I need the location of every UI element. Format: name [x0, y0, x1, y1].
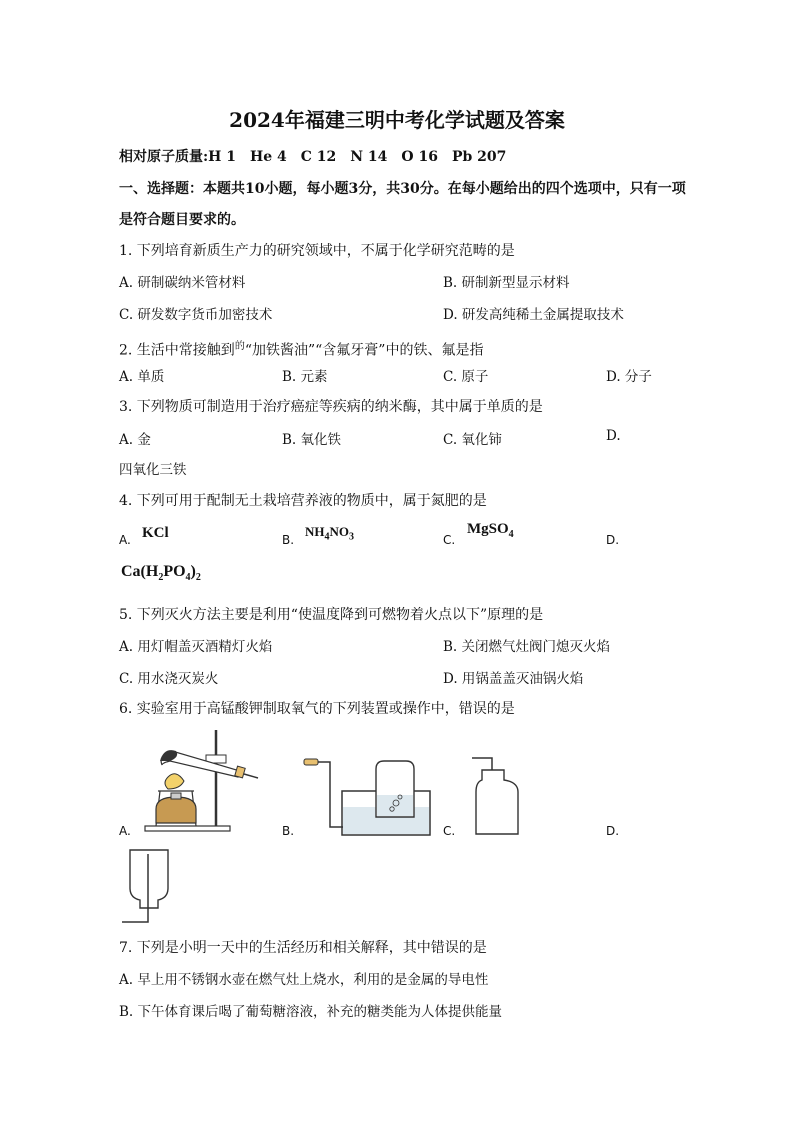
q4-formula-mgso4 — [467, 521, 514, 540]
q2-stem-part1: 2. 生活中常接触到 — [119, 342, 235, 359]
q1-stem: 1. 下列培育新质生产力的研究领域中，不属于化学研究范畴的是 — [119, 243, 515, 259]
q6-option-d: D. — [606, 824, 620, 838]
figure-a-heating-apparatus — [140, 727, 260, 835]
q5-stem: 5. 下列灭火方法主要是利用“使温度降到可燃物着火点以下”原理的是 — [119, 607, 544, 623]
q5-option-d: D. 用锅盖盖灭油锅火焰 — [443, 671, 584, 687]
q4-b-s2: 3 — [349, 531, 354, 543]
q4-option-a: A. — [119, 533, 131, 547]
q3-option-a: A. 金 — [119, 432, 151, 448]
q4-c-s1: 4 — [508, 529, 514, 540]
q7-stem: 7. 下列是小明一天中的生活经历和相关解释，其中错误的是 — [119, 940, 487, 956]
q4-c-f1: MgSO — [467, 521, 509, 537]
q4-stem: 4. 下列可用于配制无土栽培营养液的物质中，属于氮肥的是 — [119, 493, 487, 509]
q4-b-f1: NH — [305, 524, 325, 539]
q5-option-a: A. 用灯帽盖灭酒精灯火焰 — [119, 639, 273, 655]
q3-option-d: D. — [606, 428, 621, 444]
q2-option-b: B. 元素 — [282, 369, 328, 385]
q1-option-c: C. 研发数字货币加密技术 — [119, 307, 273, 323]
q4-d-f2: PO — [163, 563, 186, 580]
q4-formula-cah2po42 — [121, 563, 201, 583]
q2-option-a: A. 单质 — [119, 369, 165, 385]
q4-d-s1: 2 — [158, 572, 164, 584]
q3-option-d-text: 四氧化三铁 — [119, 462, 187, 478]
q7-option-a: A. 早上用不锈钢水壶在燃气灶上烧水，利用的是金属的导电性 — [119, 972, 489, 988]
page-title: 2024年福建三明中考化学试题及答案 — [229, 108, 565, 132]
section-heading-line2: 是符合题目要求的。 — [119, 212, 245, 228]
q4-option-d: D. — [606, 533, 620, 547]
q2-option-d: D. 分子 — [606, 369, 652, 385]
q4-formula-nh4no3 — [305, 524, 354, 543]
q6-option-c: C. — [443, 824, 456, 838]
q2-option-c: C. 原子 — [443, 369, 489, 385]
figure-c-collecting-bottle-upright — [462, 756, 522, 836]
q4-d-f3: ) — [190, 563, 196, 580]
q1-option-a: A. 研制碳纳米管材料 — [119, 275, 246, 291]
q6-option-b: B. — [282, 824, 295, 838]
figure-b-water-collection — [300, 755, 435, 837]
q3-stem: 3. 下列物质可制造用于治疗癌症等疾病的纳米酶，其中属于单质的是 — [119, 399, 543, 415]
atomic-mass-line: 相对原子质量:H 1 He 4 C 12 N 14 O 16 Pb 207 — [119, 149, 507, 165]
q4-option-b: B. — [282, 533, 295, 547]
figure-d-collecting-bottle-inverted — [118, 848, 172, 926]
q4-option-c: C. — [443, 533, 456, 547]
q2-stem-sup: 的 — [234, 341, 245, 352]
q3-option-b: B. 氧化铁 — [282, 432, 342, 448]
q4-formula-kcl: KCl — [142, 525, 169, 541]
q2-stem-part2: “加铁酱油”“含氟牙膏”中的铁、氟是指 — [244, 342, 484, 359]
q1-option-d: D. 研发高纯稀土金属提取技术 — [443, 307, 624, 323]
q4-d-s3: 2 — [195, 572, 201, 584]
section-heading-line1: 一、选择题：本题共10小题，每小题3分，共30分。在每小题给出的四个选项中，只有一项 — [119, 181, 686, 197]
q4-d-f1: Ca(H — [121, 563, 159, 580]
q5-option-c: C. 用水浇灭炭火 — [119, 671, 219, 687]
q4-b-f2: NO — [329, 524, 349, 539]
q6-stem: 6. 实验室用于高锰酸钾制取氧气的下列装置或操作中，错误的是 — [119, 701, 515, 717]
q3-option-c: C. 氧化铈 — [443, 432, 502, 448]
q2-stem — [119, 337, 483, 360]
q1-option-b: B. 研制新型显示材料 — [443, 275, 570, 291]
q6-option-a: A. — [119, 824, 131, 838]
q5-option-b: B. 关闭燃气灶阀门熄灭火焰 — [443, 639, 611, 655]
q4-b-s1: 4 — [324, 531, 330, 543]
q4-d-s2: 4 — [185, 572, 191, 584]
q7-option-b: B. 下午体育课后喝了葡萄糖溶液，补充的糖类能为人体提供能量 — [119, 1004, 503, 1020]
